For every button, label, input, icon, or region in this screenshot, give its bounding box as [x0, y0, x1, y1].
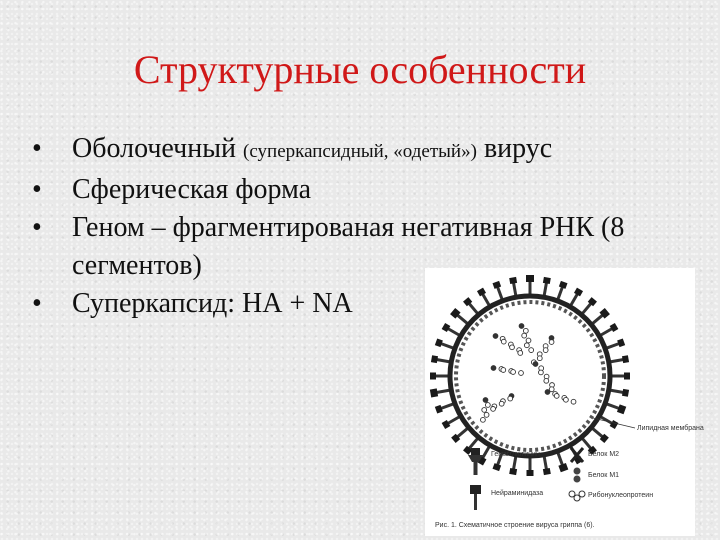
hemagglutinin-spike — [435, 401, 454, 414]
hemagglutinin-spike — [509, 456, 519, 475]
figure-caption: Рис. 1. Схематичное строение вируса гриппа (6). — [435, 522, 595, 529]
hemagglutinin-spike — [430, 373, 448, 380]
legend-neuraminidase-icon — [470, 485, 481, 510]
bullet-envelope — [30, 130, 700, 171]
hemagglutinin-spike — [442, 323, 461, 338]
bullet-text: Сферическая форма — [72, 174, 312, 205]
hemagglutinin-spike — [555, 281, 568, 300]
hemagglutinin-spike — [606, 339, 625, 352]
hemagglutinin-spike — [541, 456, 551, 475]
bullet-marker: • — [32, 174, 42, 205]
virus-figure — [425, 268, 704, 536]
hemagglutinin-spike — [509, 277, 519, 296]
hemagglutinin-spike — [493, 281, 506, 300]
bullet-text: Оболочечный — [72, 133, 237, 164]
hemagglutinin-spike — [568, 288, 583, 307]
label-neuraminidase: Нейраминидаза — [491, 490, 544, 497]
hemagglutinin-spike — [442, 414, 461, 429]
bullet-text: Геном – фрагментированая негативная РНК (8 сегментов) — [72, 212, 625, 281]
label-m2: Белок M2 — [588, 451, 620, 458]
bullet-shape — [30, 171, 700, 209]
legend-m1-icon — [574, 468, 581, 483]
slide-title: Структурные особенности — [133, 47, 587, 92]
hemagglutinin-spike — [610, 355, 629, 365]
bullet-marker: • — [32, 133, 42, 164]
hemagglutinin-spike — [435, 339, 454, 352]
hemagglutinin-spike — [477, 288, 492, 307]
neuraminidase-spike — [606, 400, 627, 414]
label-hemagglutinin: Гемагглютинин — [491, 451, 540, 458]
lipid-membrane — [450, 296, 610, 456]
virus-diagram — [425, 268, 704, 536]
hemagglutinin-spike — [612, 373, 630, 380]
hemagglutinin-spike — [431, 355, 450, 365]
hemagglutinin-spike — [541, 277, 551, 296]
label-membrane: Липидная мембрана — [637, 425, 704, 432]
hemagglutinin-spike — [610, 387, 629, 397]
hemagglutinin-spike — [599, 323, 618, 338]
neuraminidase-spike — [430, 386, 450, 397]
label-m1: Белок M1 — [588, 472, 620, 479]
legend-rnp-icon — [569, 491, 585, 501]
label-rnp: Рибонуклеопротеин — [588, 492, 654, 499]
bullet-marker: • — [32, 288, 42, 319]
bullet-aside: (суперкапсидный, «одетый») — [243, 141, 477, 162]
bullet-text: Суперкапсид: НА + NA — [72, 288, 353, 319]
hemagglutinin-spike — [527, 458, 534, 476]
bullet-marker: • — [32, 212, 42, 243]
bullet-text-tail: вирус — [483, 133, 553, 164]
neuraminidase-spike — [526, 275, 534, 294]
neuraminidase-spike — [554, 452, 568, 473]
